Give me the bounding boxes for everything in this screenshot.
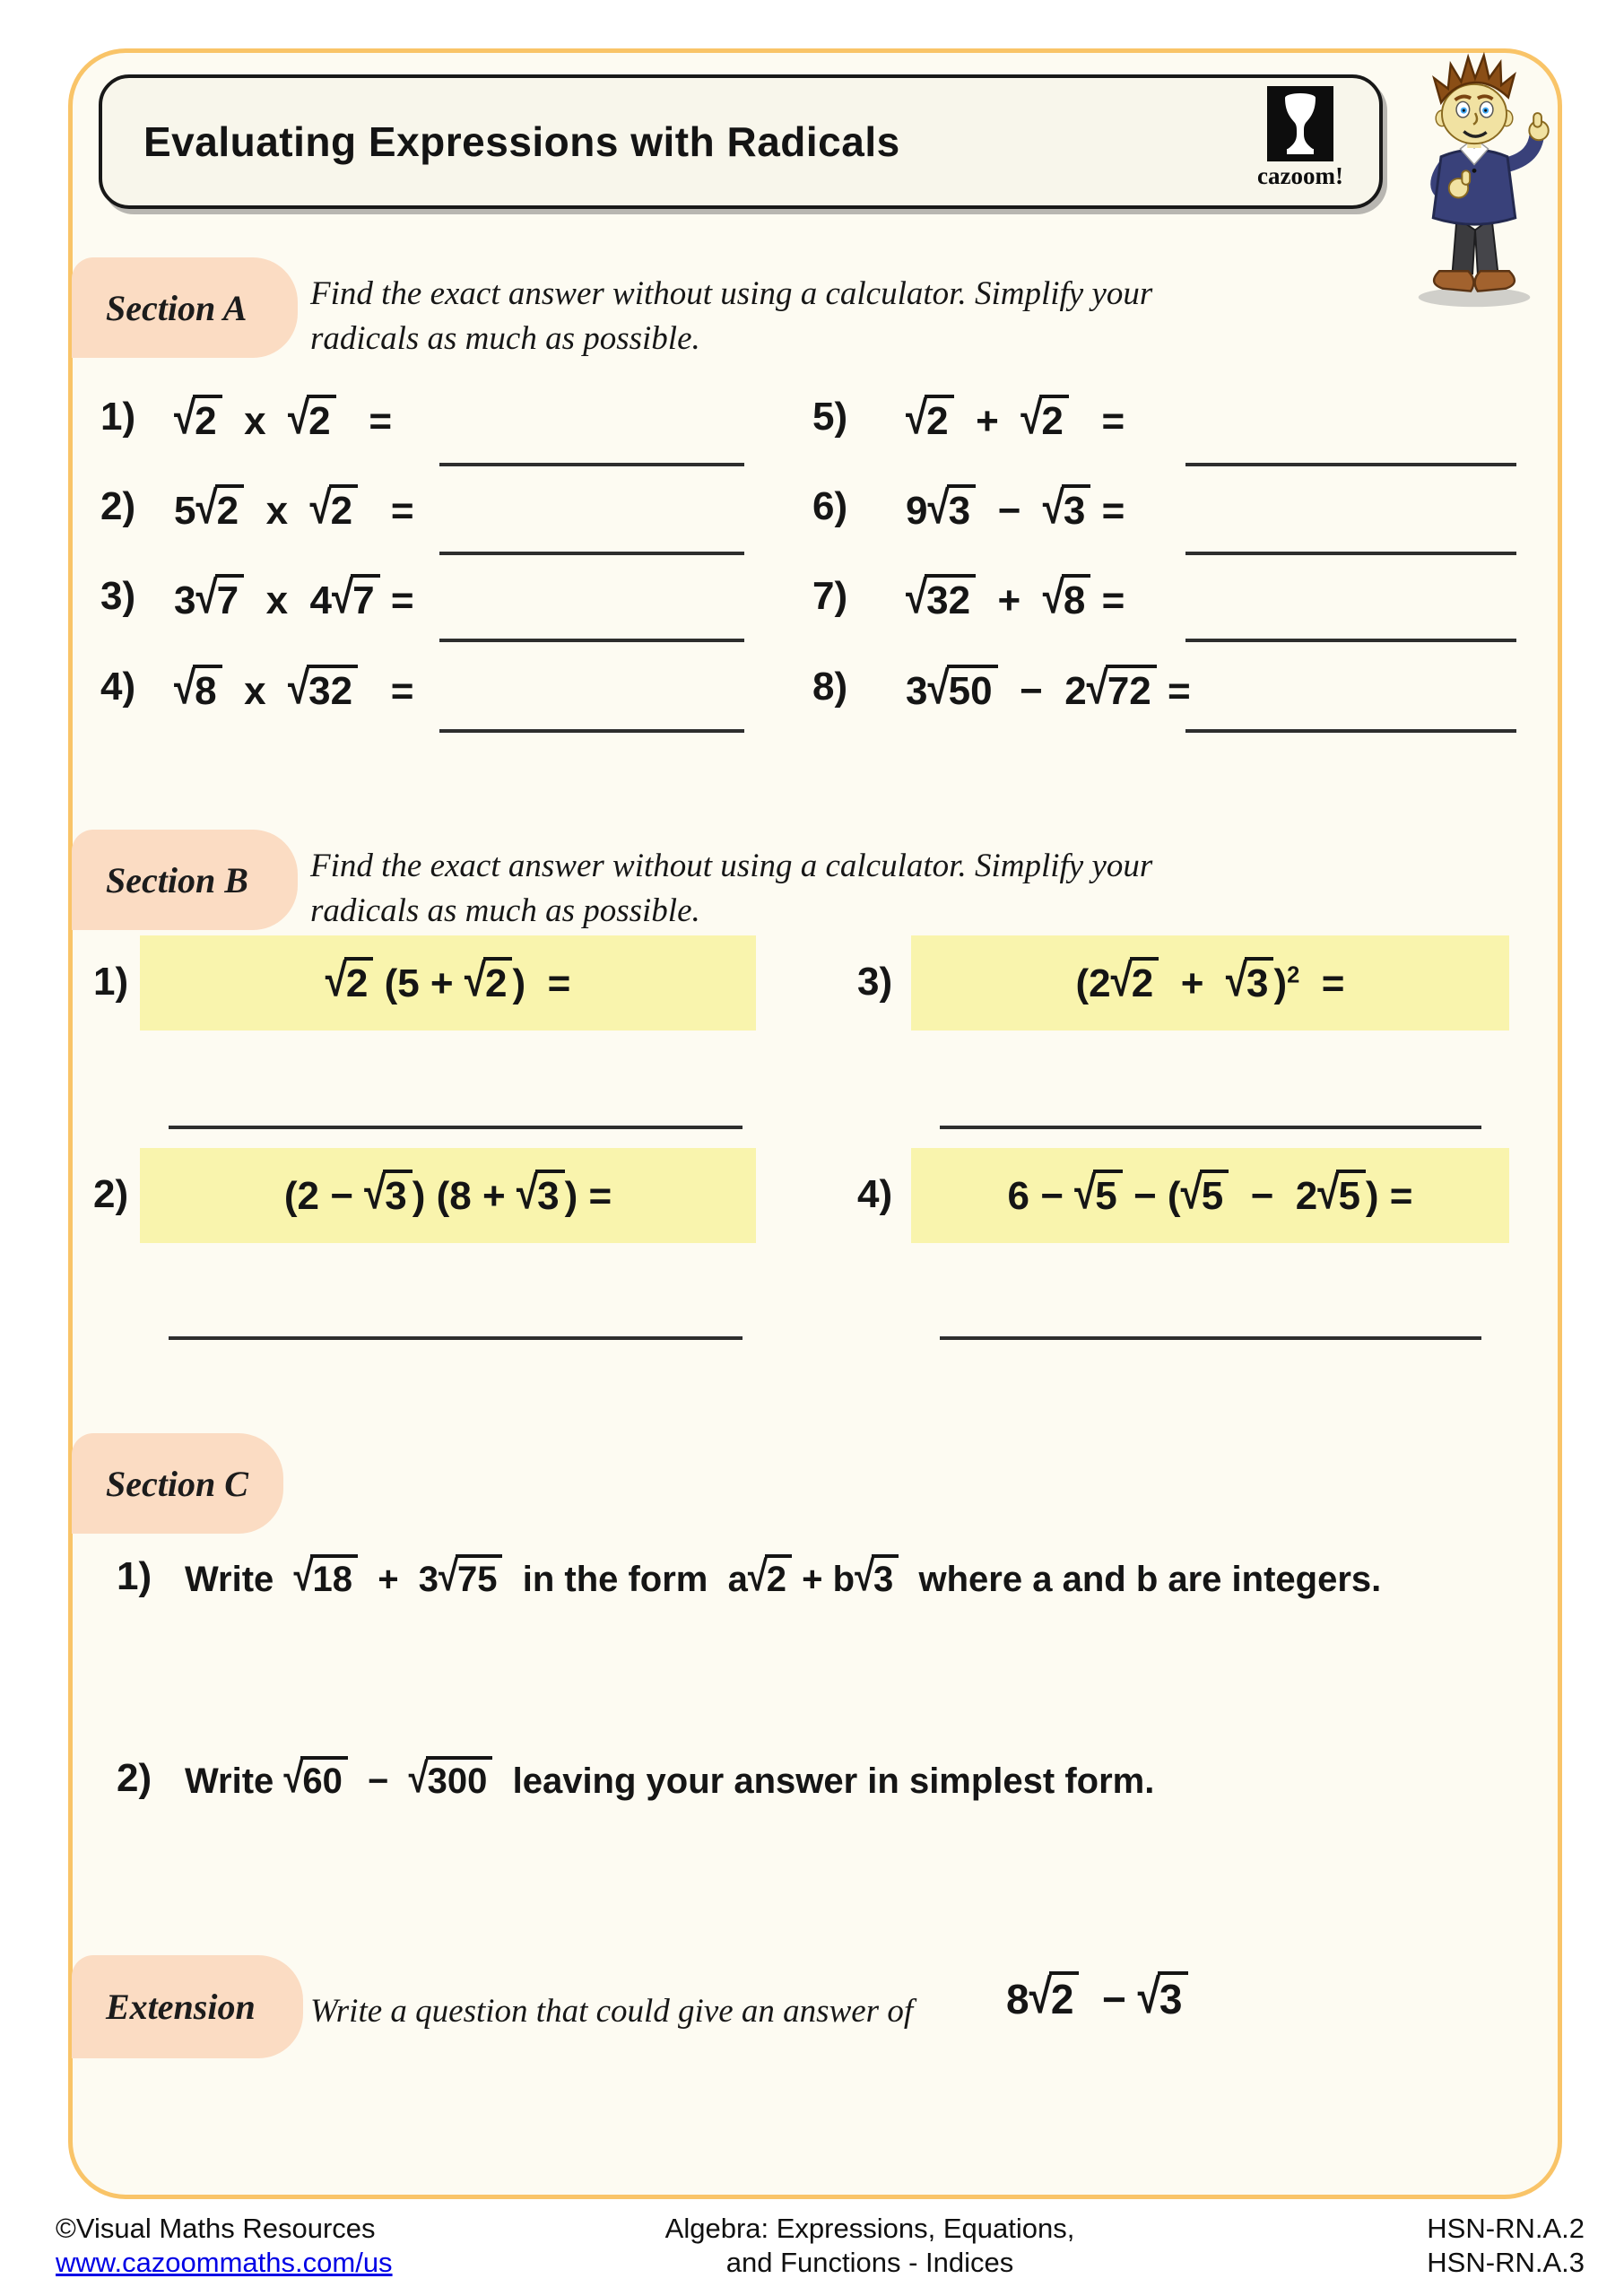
math-text: 4 <box>309 578 332 622</box>
math-text: (2 <box>1075 961 1111 1005</box>
sqrt-radical: √3 <box>855 1554 899 1603</box>
extension-label <box>72 1955 303 2058</box>
problem-number: 2) <box>117 1756 152 1800</box>
math-text: ) (8 + <box>412 1173 517 1218</box>
math-text: (2 − <box>283 1173 365 1218</box>
instruction-line: radicals as much as possible. <box>310 891 700 929</box>
problem-c2 <box>117 1756 1515 1805</box>
math-expression <box>174 484 414 536</box>
problem-number: 4) <box>100 665 136 709</box>
sqrt-radical: √18 <box>294 1554 358 1603</box>
math-expression <box>906 392 1125 447</box>
answer-line-a4 <box>439 729 744 733</box>
math-text: x <box>244 578 310 622</box>
topic-line: Algebra: Expressions, Equations, <box>664 2213 1075 2244</box>
sqrt-radical: √3 <box>517 1170 565 1222</box>
sqrt-radical: √8 <box>1043 574 1091 626</box>
instruction-line: Find the exact answer without using a calculator. Simplify your <box>310 848 1153 884</box>
sqrt-radical: √300 <box>409 1756 493 1805</box>
sqrt-radical: √3 <box>1138 1971 1188 2027</box>
problem-c1 <box>117 1554 1515 1603</box>
footer-topic <box>556 2212 1184 2280</box>
problem-number: 3) <box>100 574 136 618</box>
math-text: 5 <box>174 489 196 533</box>
math-text: = <box>358 489 414 533</box>
section-c-label <box>72 1433 283 1534</box>
math-text: ) = <box>564 1173 612 1218</box>
answer-line-a6 <box>1185 552 1516 555</box>
math-text: + 3 <box>357 1560 439 1599</box>
math-text: − <box>1079 1976 1138 2022</box>
math-text: = <box>1156 669 1191 713</box>
standard-code: HSN-RN.A.2 <box>1427 2213 1585 2244</box>
problem-a6 <box>812 484 1125 536</box>
math-text: = <box>335 399 393 443</box>
math-expression <box>283 1167 612 1222</box>
problem-number: 1) <box>117 1554 152 1598</box>
problem-a5 <box>812 392 1125 447</box>
math-text: + <box>976 578 1043 622</box>
extension-prompt <box>310 1989 913 2034</box>
sqrt-radical: √2 <box>906 395 954 447</box>
math-text: 8 <box>1006 1976 1029 2022</box>
math-text: = <box>1090 489 1125 533</box>
sqrt-radical: √2 <box>1020 395 1069 447</box>
answer-line-a3 <box>439 639 744 642</box>
math-text: = <box>358 669 414 713</box>
sqrt-radical: √2 <box>288 395 336 447</box>
problem-number-b4: 4) <box>857 1172 893 1216</box>
problem-a7 <box>812 571 1125 626</box>
sqrt-radical: √3 <box>1043 484 1091 536</box>
problem-a8 <box>812 662 1191 717</box>
sqrt-radical: √2 <box>1111 957 1159 1009</box>
math-text: x <box>221 669 289 713</box>
section-a-instructions <box>310 272 1152 361</box>
answer-line-a2 <box>439 552 744 555</box>
math-text: ) = <box>1365 1173 1413 1218</box>
highlight-box-b1 <box>140 935 756 1031</box>
cazoom-logo <box>1243 86 1358 190</box>
problem-number: 6) <box>812 484 848 528</box>
highlight-box-b4 <box>911 1148 1509 1243</box>
math-text: where a and b are integers. <box>899 1560 1382 1599</box>
sqrt-radical: √8 <box>174 665 222 717</box>
math-text: x <box>244 489 310 533</box>
math-text: ) <box>1273 961 1288 1005</box>
sqrt-radical: √50 <box>927 665 997 717</box>
answer-line-b2 <box>169 1336 743 1340</box>
problem-number: 5) <box>812 395 848 439</box>
problem-number-b1: 1) <box>93 960 129 1004</box>
problem-number: 7) <box>812 574 848 618</box>
problem-a4 <box>100 662 414 717</box>
mascot-boy-illustration <box>1385 50 1563 312</box>
section-a-label-text: Section A <box>106 287 248 328</box>
math-expression <box>906 484 1125 536</box>
answer-line-b4 <box>940 1336 1481 1340</box>
math-text: 3 <box>906 669 928 713</box>
logo-word: cazoom! <box>1257 162 1343 189</box>
answer-line-a5 <box>1185 463 1516 466</box>
sqrt-radical: √2 <box>1029 1971 1080 2027</box>
sqrt-radical: √2 <box>195 484 244 536</box>
sqrt-radical: √3 <box>364 1170 413 1222</box>
problem-a3 <box>100 571 414 626</box>
section-b-label <box>72 830 298 930</box>
sqrt-radical: √5 <box>1181 1170 1229 1222</box>
answer-line-a8 <box>1185 729 1516 733</box>
math-text: ) = <box>512 961 571 1005</box>
section-a-label <box>72 257 298 358</box>
math-text: − <box>347 1761 409 1801</box>
standard-code: HSN-RN.A.3 <box>1427 2246 1585 2278</box>
extension-math-expression <box>1006 1971 1188 2027</box>
sqrt-radical: √2 <box>310 484 359 536</box>
sqrt-radical: √5 <box>1317 1170 1366 1222</box>
footer-url-link[interactable]: www.cazoommaths.com/us <box>56 2246 393 2278</box>
footer-standards <box>1316 2212 1585 2280</box>
superscript: 2 <box>1287 962 1300 988</box>
math-text: in the form a <box>502 1560 748 1599</box>
math-expression <box>325 954 571 1009</box>
sqrt-radical: √3 <box>1226 957 1274 1009</box>
highlight-box-b2 <box>140 1148 756 1243</box>
math-text: = <box>1299 961 1345 1005</box>
math-expression <box>1007 1167 1413 1222</box>
problem-number: 2) <box>100 484 136 528</box>
page-title: Evaluating Expressions with Radicals <box>143 118 900 165</box>
sqrt-radical: √2 <box>465 957 513 1009</box>
answer-line-a1 <box>439 463 744 466</box>
section-b-label-text: Section B <box>106 859 248 900</box>
math-expression <box>185 1554 1381 1603</box>
math-expression <box>1075 954 1345 1009</box>
topic-line: and Functions - Indices <box>725 2246 1014 2278</box>
sqrt-radical: √2 <box>326 957 374 1009</box>
sqrt-radical: √32 <box>288 665 358 717</box>
math-text: − <box>997 669 1065 713</box>
math-text: Write <box>185 1560 294 1599</box>
instruction-line: Find the exact answer without using a calculator. Simplify your <box>310 275 1153 312</box>
math-text: (5 + <box>373 961 465 1005</box>
problem-number: 8) <box>812 665 848 709</box>
goblet-icon <box>1267 86 1333 161</box>
section-c-label-text: Section C <box>106 1463 248 1504</box>
extension-prompt-text: Write a question that could give an answer of <box>310 1993 914 2030</box>
title-box <box>99 74 1383 209</box>
sqrt-radical: √2 <box>174 395 222 447</box>
sqrt-radical: √60 <box>283 1756 347 1805</box>
math-text: Write <box>185 1761 284 1801</box>
sqrt-radical: √7 <box>195 574 244 626</box>
math-text: 2 <box>1064 669 1087 713</box>
math-text: + <box>1159 961 1226 1005</box>
problem-number-b3: 3) <box>857 960 893 1004</box>
math-text: x <box>221 399 289 443</box>
sqrt-radical: √75 <box>439 1554 502 1603</box>
answer-line-a7 <box>1185 639 1516 642</box>
math-text: leaving your answer in simplest form. <box>492 1761 1155 1801</box>
worksheet-card <box>68 48 1562 2199</box>
math-text: − <box>976 489 1043 533</box>
answer-line-b1 <box>169 1126 743 1129</box>
problem-a2 <box>100 484 414 536</box>
math-text: = <box>1068 399 1125 443</box>
math-expression <box>906 571 1125 626</box>
math-text: 6 − <box>1007 1173 1075 1218</box>
math-text: = <box>1090 578 1125 622</box>
math-text: 3 <box>174 578 196 622</box>
sqrt-radical: √2 <box>748 1554 792 1603</box>
copyright-text: ©Visual Maths Resources <box>56 2213 376 2244</box>
math-text: − ( <box>1122 1173 1181 1218</box>
highlight-box-b3 <box>911 935 1509 1031</box>
problem-number-b2: 2) <box>93 1172 129 1216</box>
math-text: + <box>953 399 1021 443</box>
sqrt-radical: √3 <box>927 484 976 536</box>
math-expression <box>174 662 414 717</box>
sqrt-radical: √32 <box>906 574 976 626</box>
sqrt-radical: √5 <box>1074 1170 1123 1222</box>
problem-number: 1) <box>100 395 136 439</box>
math-text: + b <box>792 1560 855 1599</box>
sqrt-radical: √72 <box>1087 665 1157 717</box>
sqrt-radical: √7 <box>332 574 380 626</box>
extension-label-text: Extension <box>106 1987 256 2027</box>
footer-copyright <box>56 2212 393 2280</box>
instruction-line: radicals as much as possible. <box>310 319 700 357</box>
section-b-instructions <box>310 844 1152 933</box>
math-text: = <box>379 578 414 622</box>
math-expression <box>174 392 393 447</box>
answer-line-b3 <box>940 1126 1481 1129</box>
math-expression <box>906 662 1191 717</box>
math-text: − 2 <box>1229 1173 1318 1218</box>
math-text: 9 <box>906 489 928 533</box>
math-expression <box>185 1756 1154 1805</box>
math-expression <box>174 571 414 626</box>
problem-a1 <box>100 392 393 447</box>
